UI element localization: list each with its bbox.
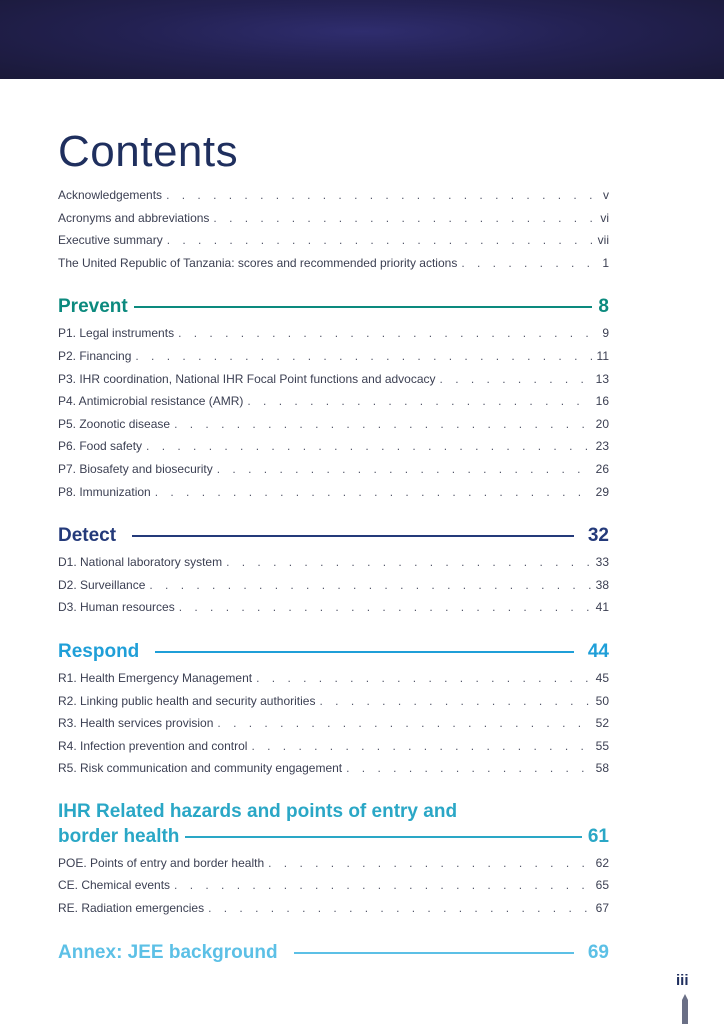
toc-entry-label: P5. Zoonotic disease bbox=[58, 416, 171, 431]
dot-leader bbox=[135, 345, 592, 368]
toc-entry-page: 23 bbox=[595, 439, 609, 454]
toc-entry[interactable] bbox=[58, 596, 609, 619]
toc-entry-label: P1. Legal instruments bbox=[58, 326, 175, 341]
dot-leader bbox=[166, 184, 599, 207]
toc-entry-page: 13 bbox=[595, 371, 609, 386]
toc-entry-page: v bbox=[603, 188, 609, 202]
page-number: iii bbox=[676, 972, 689, 989]
toc-entry[interactable] bbox=[58, 390, 609, 413]
section-title-line2: border health bbox=[58, 825, 180, 847]
toc-entry-page: 29 bbox=[595, 484, 609, 499]
toc-entry-label: P4. Antimicrobial resistance (AMR) bbox=[58, 394, 244, 409]
toc-entry-page: 55 bbox=[595, 738, 609, 753]
dot-leader bbox=[146, 435, 592, 458]
toc-entry-page: 45 bbox=[595, 670, 609, 685]
toc-entry-label: D3. Human resources bbox=[58, 600, 175, 615]
toc-entry-label: Acronyms and abbreviations bbox=[58, 210, 210, 225]
toc-entry[interactable] bbox=[58, 551, 609, 574]
dot-leader bbox=[461, 252, 598, 275]
section-heading-ihr[interactable] bbox=[58, 800, 609, 850]
section-page: 69 bbox=[587, 941, 609, 963]
dot-leader bbox=[319, 690, 591, 713]
dot-leader bbox=[256, 667, 592, 690]
toc-entry[interactable] bbox=[58, 897, 609, 920]
toc-entry-label: CE. Chemical events bbox=[58, 878, 171, 893]
toc-entry[interactable] bbox=[58, 435, 609, 458]
dot-leader bbox=[346, 757, 592, 780]
toc-entry-page: 26 bbox=[595, 461, 609, 476]
toc-entry[interactable] bbox=[58, 458, 609, 481]
toc-entry-page: 38 bbox=[595, 577, 609, 592]
toc-entry-page: vi bbox=[600, 210, 609, 225]
section-title: Annex: JEE background bbox=[58, 941, 278, 963]
section-heading-prevent[interactable] bbox=[58, 294, 609, 320]
page-title: Contents bbox=[58, 127, 239, 176]
section-rule bbox=[155, 651, 574, 653]
section-title: Detect bbox=[58, 525, 117, 547]
dot-leader bbox=[155, 481, 592, 504]
toc-entry[interactable] bbox=[58, 345, 609, 368]
toc-entry[interactable] bbox=[58, 852, 609, 875]
toc-entry-acronyms[interactable] bbox=[58, 207, 609, 230]
toc-entry[interactable] bbox=[58, 874, 609, 897]
toc-entry-label: D2. Surveillance bbox=[58, 577, 146, 592]
toc-entry-page: 41 bbox=[595, 600, 609, 615]
toc-entry-label: P6. Food safety bbox=[58, 439, 143, 454]
dot-leader bbox=[174, 874, 592, 897]
dot-leader bbox=[217, 712, 591, 735]
toc-entry[interactable] bbox=[58, 413, 609, 436]
section-heading-ihr-line2 bbox=[58, 824, 609, 850]
section-rule bbox=[134, 306, 593, 308]
toc-entry-page: 62 bbox=[595, 855, 609, 870]
toc-entry-label: POE. Points of entry and border health bbox=[58, 855, 265, 870]
section-heading-respond[interactable] bbox=[58, 639, 609, 665]
toc-entry-page: 67 bbox=[595, 901, 609, 916]
toc-entry-label: Executive summary bbox=[58, 233, 163, 248]
toc-entry-label: P7. Biosafety and biosecurity bbox=[58, 461, 213, 476]
toc-entry-executive-summary[interactable] bbox=[58, 229, 609, 252]
toc-entry[interactable] bbox=[58, 574, 609, 597]
toc-entry-label: R1. Health Emergency Management bbox=[58, 670, 253, 685]
dot-leader bbox=[178, 322, 598, 345]
toc-entry[interactable] bbox=[58, 322, 609, 345]
toc-entry-label: R4. Infection prevention and control bbox=[58, 738, 248, 753]
toc-entry-label: The United Republic of Tanzania: scores and recommended priority actions bbox=[58, 255, 458, 270]
toc-entry-page: 52 bbox=[595, 716, 609, 731]
toc-entry-label: R2. Linking public health and security authorities bbox=[58, 693, 316, 708]
toc-entry-label: Acknowledgements bbox=[58, 188, 163, 202]
toc-entry-label: P3. IHR coordination, National IHR Focal Point functions and advocacy bbox=[58, 371, 436, 386]
table-of-contents bbox=[58, 184, 609, 966]
toc-entry[interactable] bbox=[58, 735, 609, 758]
toc-entry-page: vii bbox=[597, 233, 609, 248]
dot-leader bbox=[251, 735, 591, 758]
dot-leader bbox=[179, 596, 592, 619]
toc-entry[interactable] bbox=[58, 481, 609, 504]
section-page: 61 bbox=[587, 825, 609, 847]
section-title-line1: IHR Related hazards and points of entry and bbox=[58, 800, 458, 822]
header-banner bbox=[0, 0, 724, 79]
toc-entry-page: 33 bbox=[595, 555, 609, 570]
front-matter-list bbox=[58, 184, 609, 274]
toc-entry-label: P8. Immunization bbox=[58, 484, 151, 499]
dot-leader bbox=[213, 207, 596, 230]
toc-entry-page: 9 bbox=[602, 326, 609, 341]
dot-leader bbox=[268, 852, 592, 875]
toc-entry-label: R3. Health services provision bbox=[58, 716, 214, 731]
ihr-list bbox=[58, 852, 609, 920]
section-rule bbox=[132, 535, 574, 537]
toc-entry-scores[interactable] bbox=[58, 252, 609, 275]
toc-entry[interactable] bbox=[58, 368, 609, 391]
dot-leader bbox=[217, 458, 592, 481]
prevent-list bbox=[58, 322, 609, 503]
dot-leader bbox=[226, 551, 592, 574]
toc-entry[interactable] bbox=[58, 690, 609, 713]
toc-entry-acknowledgements[interactable] bbox=[58, 184, 609, 207]
dot-leader bbox=[208, 897, 592, 920]
section-heading-detect[interactable] bbox=[58, 523, 609, 549]
toc-entry-page: 58 bbox=[595, 761, 609, 776]
section-page: 44 bbox=[587, 640, 609, 662]
toc-entry-page: 1 bbox=[602, 255, 609, 270]
section-rule bbox=[185, 836, 581, 838]
dot-leader bbox=[167, 229, 594, 252]
section-title: Respond bbox=[58, 640, 140, 662]
section-rule bbox=[294, 952, 574, 954]
toc-entry[interactable] bbox=[58, 712, 609, 735]
toc-entry-label: RE. Radiation emergencies bbox=[58, 901, 205, 916]
toc-entry-page: 50 bbox=[595, 693, 609, 708]
section-heading-annex[interactable] bbox=[58, 940, 609, 966]
dot-leader bbox=[174, 413, 592, 436]
toc-entry-page: 65 bbox=[595, 878, 609, 893]
dot-leader bbox=[440, 368, 592, 391]
section-title: Prevent bbox=[58, 296, 128, 318]
dot-leader bbox=[247, 390, 591, 413]
toc-entry-label: D1. National laboratory system bbox=[58, 555, 223, 570]
page-tab-marker-icon bbox=[681, 994, 689, 1024]
toc-entry-label: R5. Risk communication and community engagement bbox=[58, 761, 343, 776]
dot-leader bbox=[149, 574, 591, 597]
section-page: 32 bbox=[587, 525, 609, 547]
respond-list bbox=[58, 667, 609, 780]
toc-entry-label: P2. Financing bbox=[58, 348, 132, 363]
toc-entry-page: 16 bbox=[595, 394, 609, 409]
detect-list bbox=[58, 551, 609, 619]
toc-entry[interactable] bbox=[58, 757, 609, 780]
section-page: 8 bbox=[598, 296, 609, 318]
toc-entry[interactable] bbox=[58, 667, 609, 690]
toc-entry-page: 20 bbox=[595, 416, 609, 431]
toc-entry-page: 11 bbox=[596, 348, 609, 363]
